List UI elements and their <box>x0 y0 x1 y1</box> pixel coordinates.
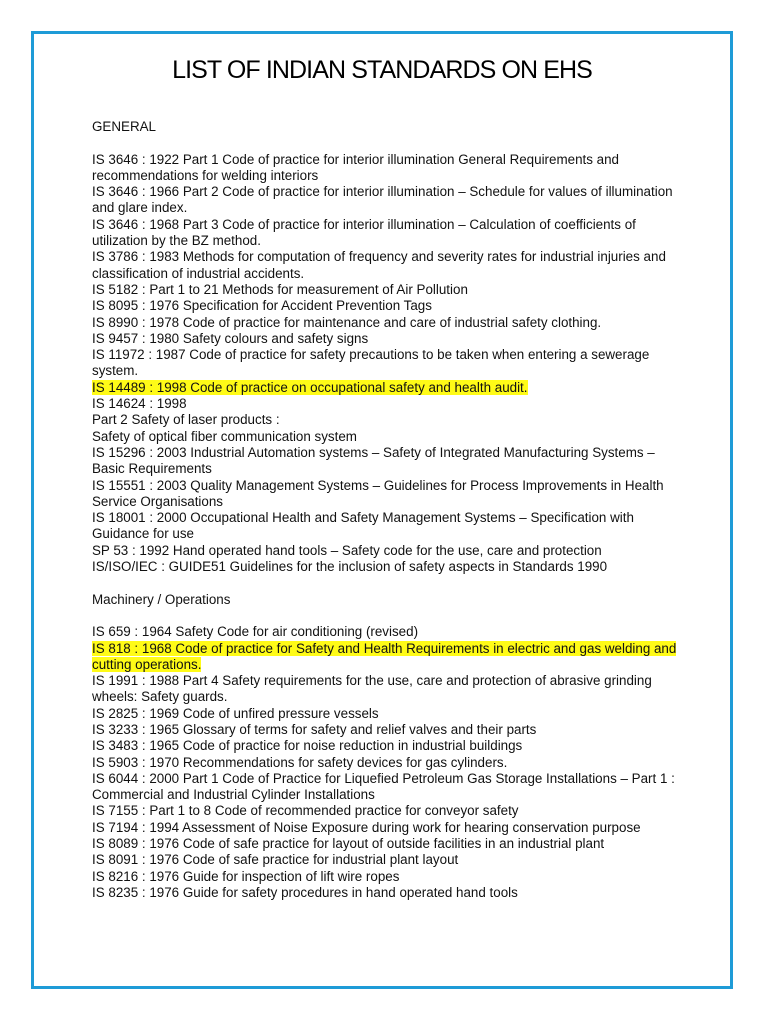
standard-entry-text: Safety of optical fiber communication system <box>92 428 357 444</box>
standard-entry-text: IS 8089 : 1976 Code of safe practice for layout of outside facilities in an industrial plant <box>92 836 605 852</box>
section-heading-general: GENERAL <box>92 119 156 134</box>
standard-entry-text: IS 8091 : 1976 Code of safe practice for industrial plant layout <box>92 852 459 868</box>
standard-entry <box>92 852 677 868</box>
standard-entry <box>92 412 677 428</box>
standard-entry <box>92 673 677 706</box>
standard-entry-text: IS 15551 : 2003 Quality Management Systems – Guidelines for Process Improvements in Health Service Organisations <box>92 477 664 509</box>
standard-entry <box>92 152 677 185</box>
standard-entry <box>92 347 677 380</box>
standard-entry-text: IS 8990 : 1978 Code of practice for maintenance and care of industrial safety clothing. <box>92 314 602 330</box>
standard-entry-text: IS 5903 : 1970 Recommendations for safety devices for gas cylinders. <box>92 754 508 770</box>
spacer <box>92 575 677 591</box>
document-page <box>31 31 733 989</box>
standard-entry <box>92 331 677 347</box>
standard-entry-text: IS 3646 : 1966 Part 2 Code of practice for interior illumination – Schedule for values of illumination and glare index. <box>92 184 673 216</box>
standard-entry <box>92 396 677 412</box>
standard-entry-text: IS 659 : 1964 Safety Code for air conditioning (revised) <box>92 624 419 640</box>
standard-entry-text: IS 3233 : 1965 Glossary of terms for safety and relief valves and their parts <box>92 721 537 737</box>
standard-entry-text: IS 7194 : 1994 Assessment of Noise Exposure during work for hearing conservation purpose <box>92 819 641 835</box>
standard-entry-text: IS 11972 : 1987 Code of practice for safety precautions to be taken when entering a sewerage system. <box>92 347 650 379</box>
standard-entry-text: IS 5182 : Part 1 to 21 Methods for measurement of Air Pollution <box>92 281 468 297</box>
standard-entry <box>92 738 677 754</box>
standard-entry <box>92 510 677 543</box>
standard-entry-text: IS 14624 : 1998 <box>92 396 187 412</box>
section-heading-machinery: Machinery / Operations <box>92 591 231 607</box>
machinery-standards-list <box>92 624 677 901</box>
general-standards-list <box>92 152 677 576</box>
standard-entry <box>92 869 677 885</box>
standard-entry-text: IS 8095 : 1976 Specification for Accident Prevention Tags <box>92 298 432 314</box>
section-machinery <box>92 592 677 902</box>
standard-entry <box>92 755 677 771</box>
spacer <box>92 135 677 151</box>
standard-entry <box>92 282 677 298</box>
standard-entry-text: SP 53 : 1992 Hand operated hand tools – Safety code for the use, care and protection <box>92 542 602 558</box>
standard-entry <box>92 543 677 559</box>
standard-entry <box>92 706 677 722</box>
standard-entry <box>92 771 677 804</box>
standard-entry <box>92 722 677 738</box>
standard-entry <box>92 559 677 575</box>
standard-entry <box>92 624 677 640</box>
standard-entry <box>92 820 677 836</box>
standard-entry-text: IS 6044 : 2000 Part 1 Code of Practice for Liquefied Petroleum Gas Storage Installations – Part 1 : Commercial and Industrial Cylinder Installations <box>92 770 675 803</box>
standard-entry-text: IS 8235 : 1976 Guide for safety procedures in hand operated hand tools <box>92 884 518 900</box>
standard-entry <box>92 298 677 314</box>
standard-entry-text: IS 9457 : 1980 Safety colours and safety signs <box>92 330 369 346</box>
standard-entry-text: IS 7155 : Part 1 to 8 Code of recommended practice for conveyor safety <box>92 803 519 819</box>
document-title: LIST OF INDIAN STANDARDS ON EHS <box>172 56 592 84</box>
standard-entry <box>92 184 677 217</box>
document-body <box>92 119 677 901</box>
highlighted-standard-entry <box>92 641 677 674</box>
standard-entry-text: IS/ISO/IEC : GUIDE51 Guidelines for the inclusion of safety aspects in Standards 1990 <box>92 559 608 575</box>
standard-entry <box>92 249 677 282</box>
standard-entry <box>92 429 677 445</box>
standard-entry <box>92 803 677 819</box>
standard-entry-text: IS 3483 : 1965 Code of practice for noise reduction in industrial buildings <box>92 738 523 754</box>
standard-entry <box>92 445 677 478</box>
section-general <box>92 119 677 575</box>
standard-entry-text: IS 2825 : 1969 Code of unfired pressure vessels <box>92 705 379 721</box>
standard-entry-text: IS 3646 : 1968 Part 3 Code of practice for interior illumination – Calculation of coefficients of utilization by the BZ method. <box>92 216 636 249</box>
standard-entry <box>92 478 677 511</box>
standard-entry-text: Part 2 Safety of laser products : <box>92 412 280 428</box>
standard-entry <box>92 836 677 852</box>
standard-entry <box>92 315 677 331</box>
standard-entry-text: IS 18001 : 2000 Occupational Health and Safety Management Systems – Specification with Guidance for use <box>92 510 634 542</box>
spacer <box>92 608 677 624</box>
standard-entry-text: IS 818 : 1968 Code of practice for Safety and Health Requirements in electric and gas welding and cutting operations. <box>92 640 677 672</box>
standard-entry-text: IS 15296 : 2003 Industrial Automation systems – Safety of Integrated Manufacturing Systems – Basic Requirements <box>92 444 655 477</box>
standard-entry <box>92 885 677 901</box>
standard-entry-text: IS 1991 : 1988 Part 4 Safety requirements for the use, care and protection of abrasive grinding wheels: Safety guards. <box>92 673 652 705</box>
standard-entry-text: IS 8216 : 1976 Guide for inspection of lift wire ropes <box>92 868 400 884</box>
highlighted-standard-entry <box>92 380 677 396</box>
standard-entry-text: IS 3646 : 1922 Part 1 Code of practice for interior illumination General Requirements and recommendations for welding interiors <box>92 151 619 183</box>
standard-entry-text: IS 3786 : 1983 Methods for computation of frequency and severity rates for industrial injuries and classification of industrial accidents. <box>92 249 666 281</box>
standard-entry-text: IS 14489 : 1998 Code of practice on occupational safety and health audit. <box>92 379 528 395</box>
standard-entry <box>92 217 677 250</box>
